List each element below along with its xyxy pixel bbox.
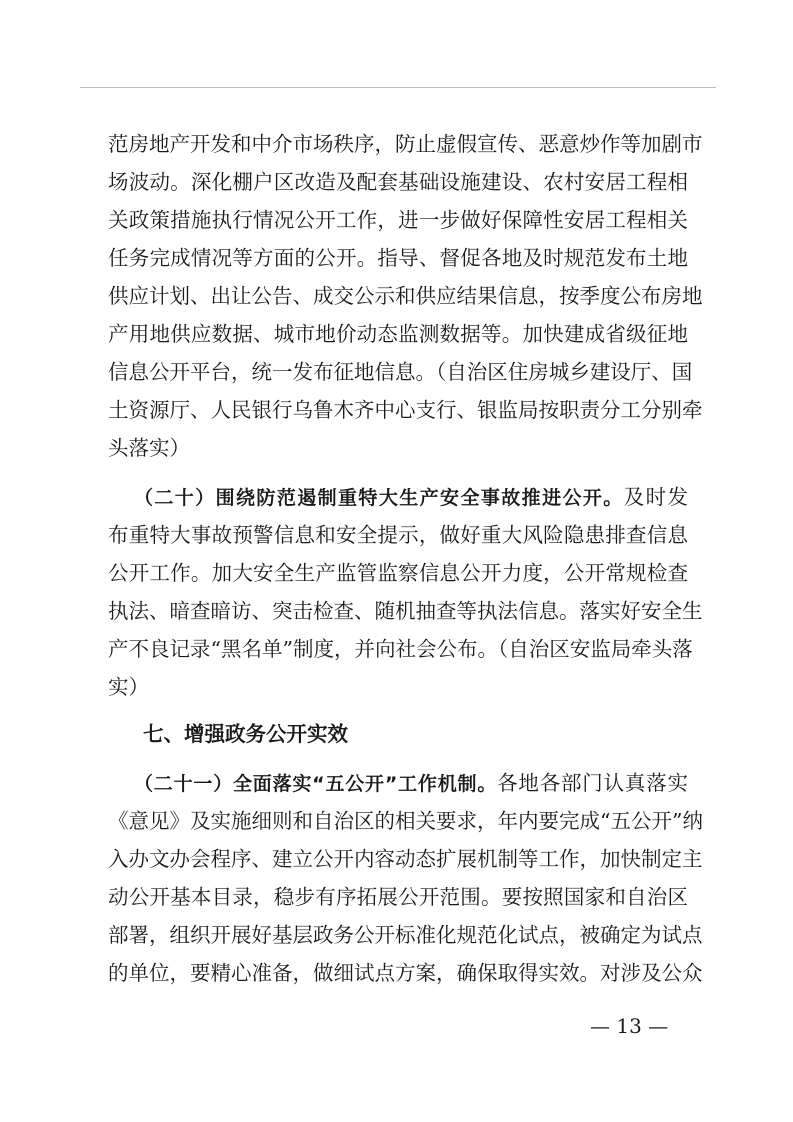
- paragraph-line: 产不良记录“黑名单”制度，并向社会公布。（自治区安监局牵头落: [108, 637, 693, 661]
- paragraph-line: 头落实）: [108, 436, 190, 460]
- paragraph-line: 实）: [108, 675, 149, 699]
- item-21-first-line: [134, 769, 688, 798]
- paragraph-line: 公开工作。加大安全生产监管监察信息公开力度，公开常规检查: [108, 561, 688, 585]
- paragraph-line: 关政策措施执行情况公开工作，进一步做好保障性安居工程相关: [108, 208, 688, 232]
- item-20-first-line: [134, 483, 688, 512]
- page-number: — 13 —: [590, 1014, 669, 1038]
- paragraph-line: 部署，组织开展好基层政务公开标准化规范化试点，被确定为试点: [108, 923, 703, 947]
- paragraph-line: 范房地产开发和中介市场秩序，防止虚假宣传、恶意炒作等加剧市: [108, 132, 703, 156]
- paragraph-line: 执法、暗查暗访、突击检查、随机抽查等执法信息。落实好安全生: [108, 599, 703, 623]
- paragraph-line: 的单位，要精心准备，做细试点方案，确保取得实效。对涉及公众: [108, 961, 703, 985]
- item-21-first-tail: 各地各部门认真落实: [497, 771, 688, 795]
- paragraph-line: 产用地供应数据、城市地价动态监测数据等。加快建成省级征地: [108, 322, 688, 346]
- paragraph-line: 入办文办会程序、建立公开内容动态扩展机制等工作，加快制定主: [108, 847, 703, 871]
- item-20-first-tail: 及时发: [623, 485, 688, 509]
- paragraph-line: 供应计划、出让公告、成交公示和供应结果信息，按季度公布房地: [108, 284, 703, 308]
- section-heading: 七、增强政务公开实效: [143, 722, 348, 746]
- paragraph-line: 布重特大事故预警信息和安全提示，做好重大风险隐患排查信息: [108, 523, 688, 547]
- paragraph-line: 动公开基本目录，稳步有序拓展公开范围。要按照国家和自治区: [108, 885, 688, 909]
- paragraph-line: 场波动。深化棚户区改造及配套基础设施建设、农村安居工程相: [108, 170, 688, 194]
- paragraph-line: 《意见》及实施细则和自治区的相关要求，年内要完成“五公开”纳: [108, 809, 703, 833]
- paragraph-line: 任务完成情况等方面的公开。指导、督促各地及时规范发布土地: [108, 246, 688, 270]
- item-20-title: （二十）围绕防范遏制重特大生产安全事故推进公开。: [134, 487, 624, 509]
- header-rule: [80, 87, 716, 88]
- paragraph-line: 土资源厅、人民银行乌鲁木齐中心支行、银监局按职责分工分别牵: [108, 398, 703, 422]
- item-21-title: （二十一）全面落实“五公开”工作机制。: [134, 773, 498, 795]
- paragraph-line: 信息公开平台，统一发布征地信息。（自治区住房城乡建设厅、国: [108, 360, 693, 384]
